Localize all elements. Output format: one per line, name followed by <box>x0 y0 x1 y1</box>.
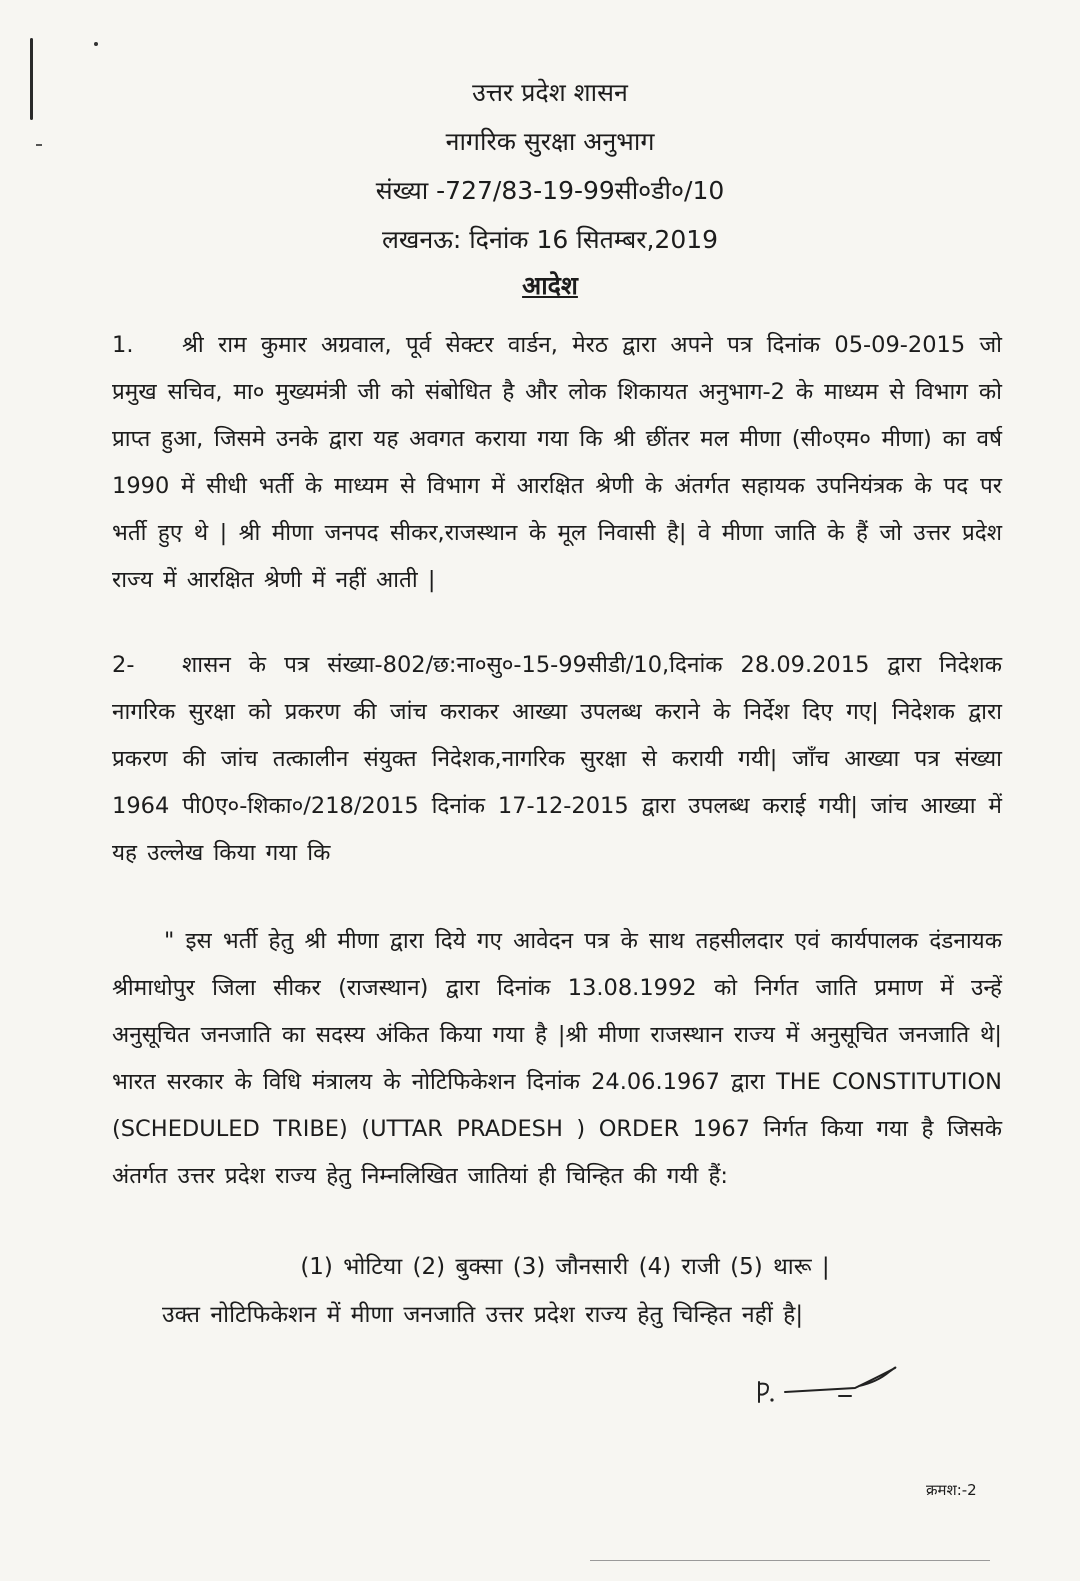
notification-statement: उक्त नोटिफिकेशन में मीणा जनजाति उत्तर प्रदेश राज्य हेतु चिन्हित नहीं है| <box>162 1302 804 1328</box>
government-name: उत्तर प्रदेश शासन <box>472 78 628 107</box>
paragraph-1 <box>112 322 1002 604</box>
paragraph-number: 1. <box>112 332 134 358</box>
bottom-rule <box>590 1560 990 1561</box>
letter-header <box>0 68 1080 264</box>
paragraph-number: 2- <box>112 652 135 678</box>
paragraph-text: शासन के पत्र संख्या-802/छ:ना०सु०-15-99सीडी/10,दिनांक 28.09.2015 द्वारा निदेशक नागरिक सुरक्षा को प्रकरण की जांच कराकर आख्या उपलब्ध कराने के निर्देश दिए गए| निदेशक द्वारा प्रकरण की जांच तत्कालीन संयुक्त निदेशक,नागरिक सुरक्षा से करायी गयी| जाँच आख्या पत्र संख्या 1964 पी0ए०-शिका०/218/2015 दिनांक 17-12-2015 द्वारा उपलब्ध कराई गयी| जांच आख्या में यह उल्लेख किया गया कि <box>112 652 1002 866</box>
quoted-report: " इस भर्ती हेतु श्री मीणा द्वारा दिये गए आवेदन पत्र के साथ तहसीलदार एवं कार्यपालक दंडनायक श्रीमाधोपुर जिला सीकर (राजस्थान) द्वारा दिनांक 13.08.1992 को निर्गत जाति प्रमाण में उन्हें अनुसूचित जनजाति का सदस्य अंकित किया गया है |श्री मीणा राजस्थान राज्य में अनुसूचित जनजाति थे| भारत सरकार के विधि मंत्रालय के नोटिफिकेशन दिनांक 24.06.1967 द्वारा THE CONSTITUTION (SCHEDULED TRIBE) (UTTAR PRADESH ) ORDER 1967 निर्गत किया गया है जिसके अंतर्गत उत्तर प्रदेश राज्य हेतु निम्नलिखित जातियां ही चिन्हित की गयी हैं: <box>112 928 1002 1189</box>
order-title: आदेश <box>522 271 578 300</box>
paragraph-2 <box>112 642 1002 877</box>
signature <box>755 1358 915 1408</box>
ink-speck <box>94 42 98 46</box>
place-date: लखनऊ: दिनांक 16 सितम्बर,2019 <box>381 225 719 254</box>
paragraph-text: श्री राम कुमार अग्रवाल, पूर्व सेक्टर वार्डन, मेरठ द्वारा अपने पत्र दिनांक 05-09-2015 जो प्रमुख सचिव, मा० मुख्यमंत्री जी को संबोधित है और लोक शिकायत अनुभाग-2 के माध्यम से विभाग को प्राप्त हुआ, जिसमे उनके द्वारा यह अवगत कराया गया कि श्री छींतर मल मीणा (सी०एम० मीणा) का वर्ष 1990 में सीधी भर्ती के माध्यम से विभाग में आरक्षित श्रेणी के अंतर्गत सहायक उपनियंत्रक के पद पर भर्ती हुए थे | श्री मीणा जनपद सीकर,राजस्थान के मूल निवासी है| वे मीणा जाति के हैं जो उत्तर प्रदेश राज्य में आरक्षित श्रेणी में नहीं आती | <box>112 332 1002 593</box>
reference-number: संख्या -727/83-19-99सी०डी०/10 <box>375 176 725 205</box>
page-continuation: क्रमश:-2 <box>926 1481 977 1499</box>
tribe-list: (1) भोटिया (2) बुक्सा (3) जौनसारी (4) राजी (5) थारू | <box>300 1254 830 1280</box>
department-name: नागरिक सुरक्षा अनुभाग <box>445 127 655 156</box>
